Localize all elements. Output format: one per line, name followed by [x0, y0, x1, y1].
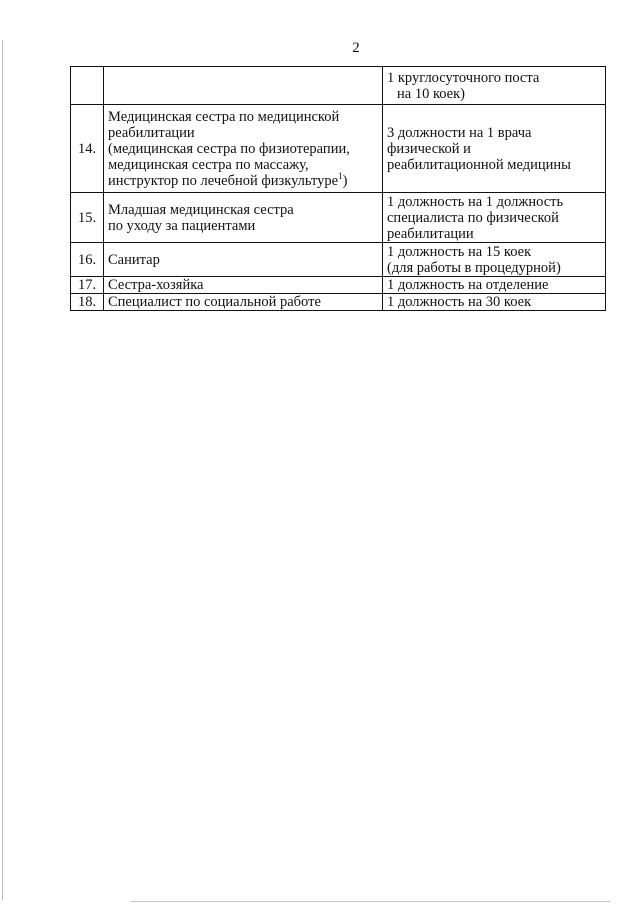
staff-norm [383, 193, 606, 243]
table-row [71, 294, 606, 311]
position-name [104, 105, 383, 193]
row-number: 17. [71, 277, 104, 294]
table-row [71, 105, 606, 193]
norm-line: 1 должность на 15 коек [387, 243, 532, 260]
position-name [104, 243, 383, 277]
norm-line: 1 должность на 1 должность [387, 193, 564, 210]
norm-line: реабилитационной медицины [387, 156, 571, 173]
norm-line: 3 должности на 1 врача [387, 124, 532, 141]
footnote-marker: 1 [338, 170, 343, 181]
name-line: Сестра-хозяйка [108, 277, 204, 293]
name-line: реабилитации [108, 124, 195, 141]
staff-norm [383, 67, 606, 105]
norm-line: на 10 коек) [397, 85, 465, 102]
name-line [108, 170, 378, 189]
norm-line: 1 должность на отделение [387, 277, 549, 293]
position-name [104, 277, 383, 294]
norm-line: 1 круглосуточного поста [387, 69, 540, 86]
row-number: 15. [71, 193, 104, 243]
table-row [71, 277, 606, 294]
table-row [71, 67, 606, 105]
position-name [104, 294, 383, 311]
row-number: 18. [71, 294, 104, 311]
row-number: 16. [71, 243, 104, 277]
norm-line: специалиста по физической [387, 209, 559, 226]
scan-bottom-edge [130, 901, 610, 902]
row-number: 14. [71, 105, 104, 193]
table-row [71, 243, 606, 277]
position-name [104, 193, 383, 243]
page-number: 2 [352, 40, 360, 56]
staff-norm [383, 243, 606, 277]
norm-line: 1 должность на 30 коек [387, 294, 532, 310]
staffing-table [70, 66, 606, 311]
name-line: Младшая медицинская сестра [108, 201, 294, 218]
table-row [71, 193, 606, 243]
name-line: по уходу за пациентами [108, 217, 256, 234]
name-line: (медицинская сестра по физиотерапии, [108, 140, 350, 157]
name-line: медицинская сестра по массажу, [108, 156, 309, 173]
name-line: Санитар [108, 251, 160, 268]
staff-norm [383, 277, 606, 294]
name-line: Медицинская сестра по медицинской [108, 108, 340, 125]
norm-line: (для работы в процедурной) [387, 259, 561, 276]
position-name [104, 67, 383, 105]
staff-norm [383, 294, 606, 311]
name-line: Специалист по социальной работе [108, 294, 321, 310]
staff-norm [383, 105, 606, 193]
row-number [71, 67, 104, 105]
name-text: инструктор по лечебной физкультуре [108, 172, 339, 189]
norm-line: физической и [387, 140, 471, 157]
scan-left-edge [2, 40, 3, 900]
name-text: ) [342, 172, 348, 189]
norm-line: реабилитации [387, 225, 474, 242]
